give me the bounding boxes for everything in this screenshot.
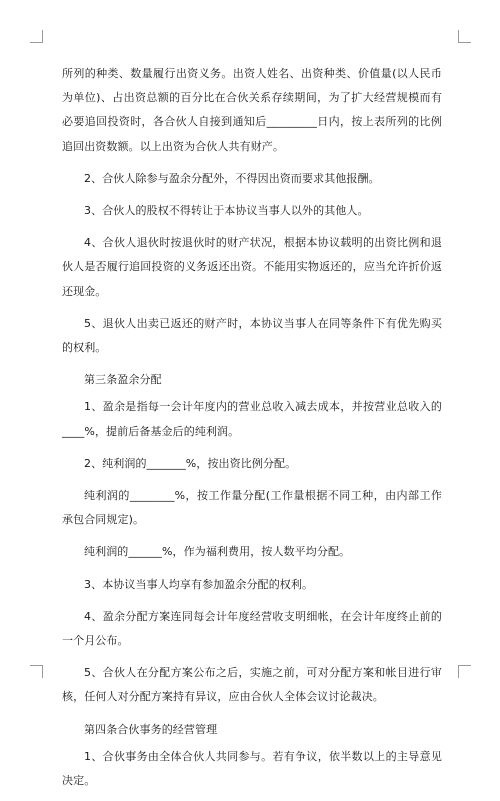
paragraph-preemptive-right: 5、退伙人出卖已返还的财产时，本协议当事人在同等条件下有优先购买的权利。	[62, 316, 442, 355]
paragraph-equity-transfer: 3、合伙人的股权不得转让于本协议当事人以外的其他人。	[84, 204, 369, 218]
crop-mark-top-left	[30, 30, 43, 43]
paragraph-distribution-review: 5、合伙人在分配方案公布之后，实施之前，可对分配方案和帐目进行审核，任何人对分配方案持有异议，应由合伙人全体会议讨论裁决。	[62, 666, 442, 704]
paragraph-profit-by-workload: 纯利润的________%，按工作量分配(工作量根据不同工种，由内部工作承包合同规定)。	[62, 489, 442, 527]
section-heading-business-management: 第四条合伙事务的经营管理	[84, 722, 218, 736]
paragraph-distribution-announcement: 4、盈余分配方案连同每会计年度经营收支明细帐，在会计年度终止前的一个月公布。	[62, 609, 442, 648]
paragraph-no-extra-remuneration: 2、合伙人除参与盈余分配外，不得因出资而要求其他报酬。	[84, 171, 380, 185]
paragraph-contribution-continued: 所列的种类、数量履行出资义务。出资人姓名、出资种类、价值量(以人民币为单位)、占出资总额的百分比在合伙关系存续期间，为了扩大经营规模而有必要追回投资时，各合伙人自接到通知后_________日内，按上表所列的比例追回出资数额。以上出资为合伙人共有财产。	[62, 67, 442, 153]
crop-mark-top-right	[458, 30, 471, 43]
document-body	[62, 62, 442, 801]
paragraph-distribution-right: 3、本协议当事人均享有参加盈余分配的权利。	[84, 577, 314, 591]
paragraph-joint-management: 1、合伙事务由全体合伙人共同参与。若有争议，依半数以上的主导意见决定。	[62, 749, 442, 788]
paragraph-withdrawal-refund: 4、合伙人退伙时按退伙时的财产状况，根据本协议载明的出资比例和退伙人是否履行追回投资的义务返还出资。不能用实物返还的，应当允许折价返还现金。	[62, 236, 442, 298]
paragraph-surplus-definition: 1、盈余是指每一会计年度内的营业总收入减去成本，并按营业总收入的____%，提前后备基金后的纯利润。	[62, 400, 442, 438]
crop-mark-bottom-left	[30, 665, 43, 678]
paragraph-profit-by-capital: 2、纯利润的_______%，按出资比例分配。	[84, 456, 297, 470]
section-heading-profit-distribution: 第三条盈余分配	[84, 373, 162, 387]
crop-mark-bottom-right	[458, 665, 471, 678]
paragraph-profit-welfare: 纯利润的______%，作为福利费用，按人数平均分配。	[84, 545, 351, 559]
